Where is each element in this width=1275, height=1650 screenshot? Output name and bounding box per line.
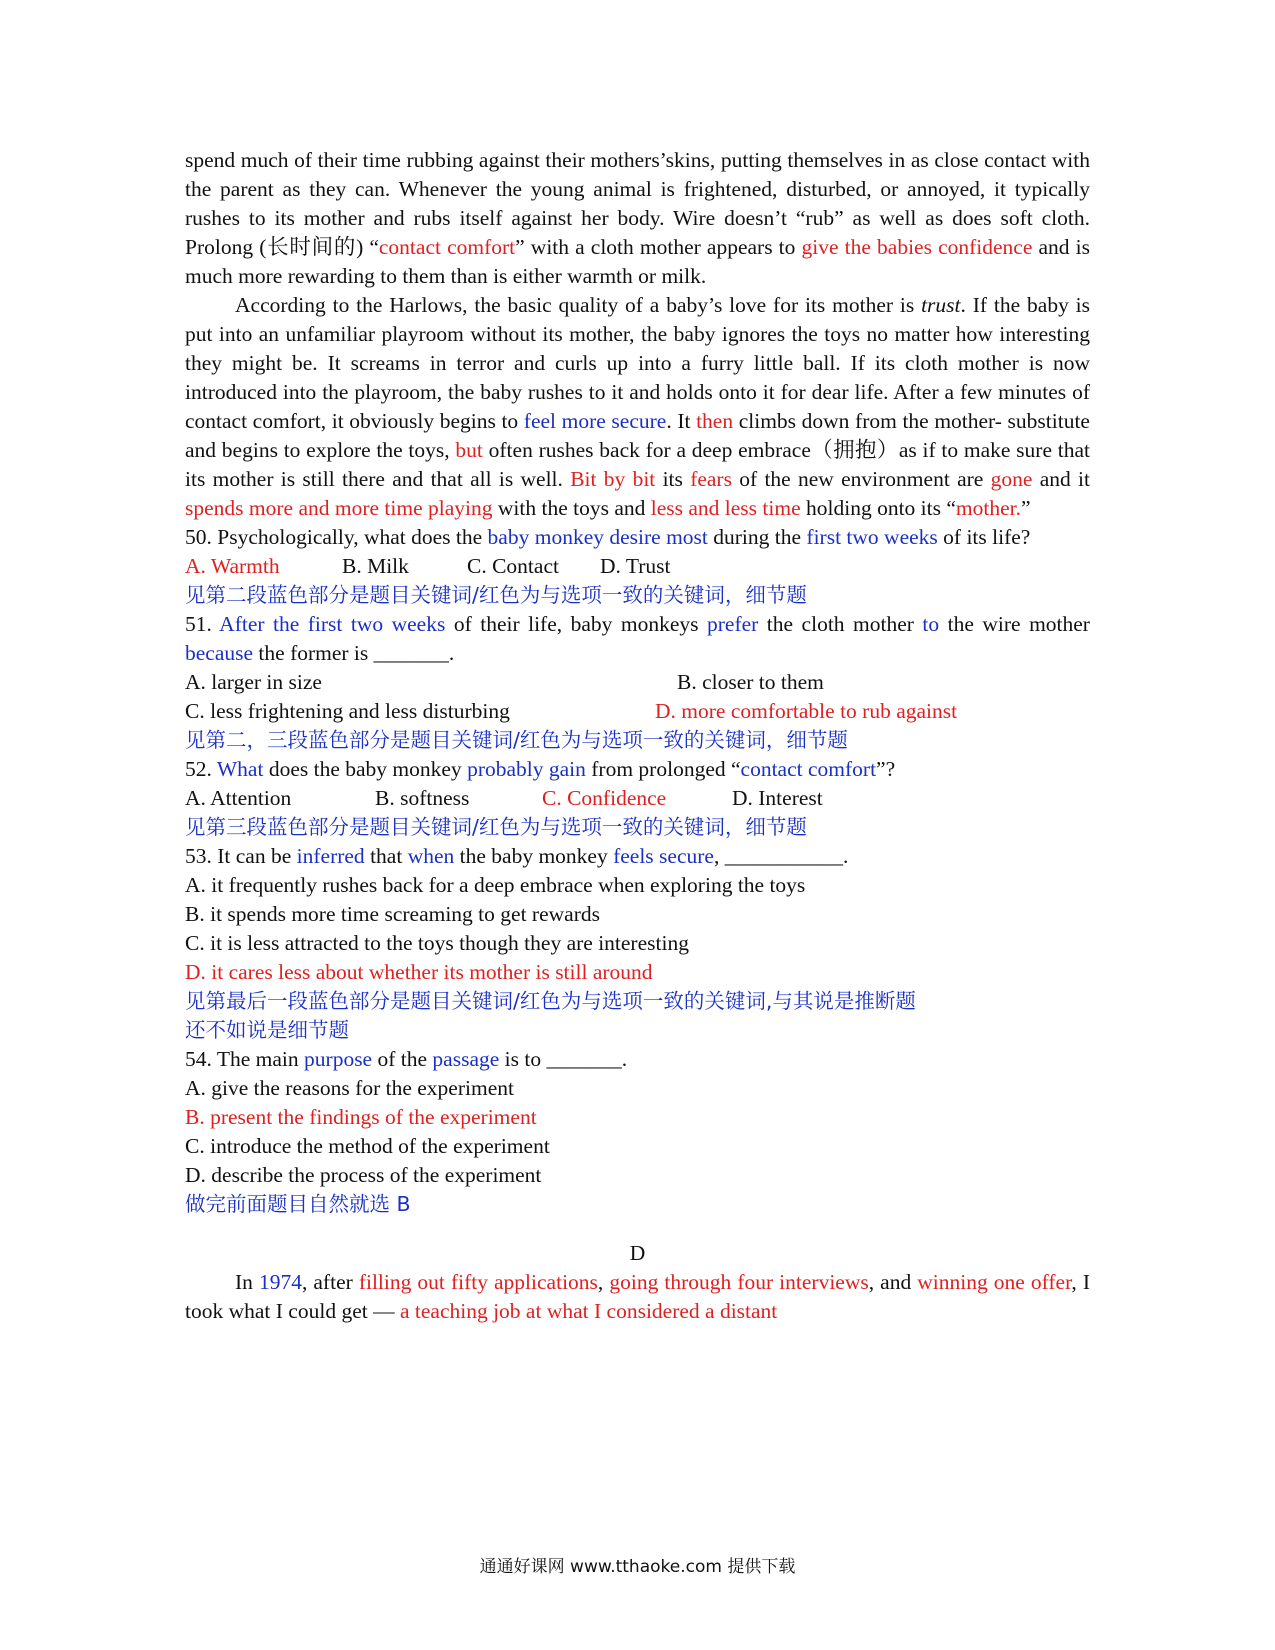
text-run: of the new environment are <box>731 467 991 491</box>
highlight-red: less and less time <box>650 496 801 520</box>
document-page <box>185 146 1090 1326</box>
option-c: C. less frightening and less disturbing <box>185 699 510 723</box>
text-run: . If the baby is put into an unfamiliar playroom without its mother, the baby ignores the toys no matter how interesting they might be. It screams in terror and curls up into a furry little ball. If its cloth mother is now introduced into the playroom, the baby rushes to it and holds onto it for dear life. After a few minutes of contact comfort, it obviously begins to <box>185 293 1091 433</box>
text-run: that <box>364 844 408 868</box>
text-run: from prolonged “ <box>585 757 741 781</box>
highlight-blue: prefer <box>707 612 759 636</box>
question-51 <box>185 610 1090 668</box>
text-run: 54. The main <box>185 1047 305 1071</box>
passage-paragraph-2 <box>185 291 1090 523</box>
text-run: ” with a cloth mother appears to <box>515 235 802 259</box>
text-run: and it <box>1032 467 1090 491</box>
text-run: and is much more rewarding to them than is either warmth or milk. <box>185 235 1091 288</box>
highlight-blue: feel more secure <box>523 409 667 433</box>
text-run: , <box>597 1270 610 1294</box>
option-b: B. softness <box>375 786 470 810</box>
question-51-options-2 <box>185 697 1090 726</box>
text-run: its <box>655 467 691 491</box>
text-run: of their life, baby monkeys <box>445 612 707 636</box>
highlight-blue: inferred <box>296 844 365 868</box>
text-run: , I took what I could get — <box>185 1270 1090 1323</box>
answer-note: 见第二，三段蓝色部分是题目关键词/红色为与选项一致的关键词，细节题 <box>185 728 848 752</box>
highlight-red: fears <box>690 467 732 491</box>
option-c: C. it is less attracted to the toys though they are interesting <box>185 931 689 955</box>
highlight-blue: After the first two weeks <box>219 612 446 636</box>
answer-note-continued: 还不如说是细节题 <box>185 1018 349 1042</box>
highlight-red: but <box>455 438 483 462</box>
text-run: the wire mother <box>939 612 1090 636</box>
option-d: D. Interest <box>732 786 823 810</box>
text-run: the former is _______. <box>253 641 455 665</box>
option-a: A. Attention <box>185 786 292 810</box>
text-run: ”? <box>876 757 896 781</box>
text-run: does the baby monkey <box>263 757 468 781</box>
italic-word: trust <box>921 293 961 317</box>
highlight-red: winning one offer <box>917 1270 1072 1294</box>
highlight-red: filling out fifty applications <box>358 1270 598 1294</box>
text-run: 50. Psychologically, what does the <box>185 525 488 549</box>
option-b: B. it spends more time screaming to get rewards <box>185 902 600 926</box>
text-run: of its life? <box>937 525 1031 549</box>
answer-note: 见第三段蓝色部分是题目关键词/红色为与选项一致的关键词，细节题 <box>185 815 807 839</box>
text-run: during the <box>707 525 807 549</box>
text-run: 51. <box>185 612 220 636</box>
highlight-red: then <box>696 409 734 433</box>
question-53 <box>185 842 1090 871</box>
answer-note: 做完前面题目自然就选 B <box>185 1192 411 1216</box>
answer-note: 见第二段蓝色部分是题目关键词/红色为与选项一致的关键词，细节题 <box>185 583 807 607</box>
highlight-blue: 1974 <box>258 1270 302 1294</box>
highlight-red: gone <box>990 467 1033 491</box>
text-run: the cloth mother <box>758 612 923 636</box>
question-50-options <box>185 552 1090 581</box>
option-b: B. present the findings of the experiment <box>185 1105 537 1129</box>
question-50 <box>185 523 1090 552</box>
text-run: According to the Harlows, the basic quality of a baby’s love for its mother is <box>235 293 922 317</box>
highlight-blue: What <box>216 757 264 781</box>
passage-d-paragraph-1 <box>185 1268 1090 1326</box>
highlight-blue: because <box>185 641 254 665</box>
option-c: C. introduce the method of the experiment <box>185 1134 550 1158</box>
highlight-red: spends more and more time playing <box>185 496 493 520</box>
text-run: ” <box>1021 496 1031 520</box>
option-a: A. it frequently rushes back for a deep embrace when exploring the toys <box>185 873 806 897</box>
passage-paragraph-1 <box>185 146 1090 291</box>
highlight-blue: feels secure <box>613 844 714 868</box>
highlight-blue: probably gain <box>467 757 586 781</box>
highlight-blue: purpose <box>304 1047 373 1071</box>
text-run: often rushes back for a deep embrace（拥抱）as if to make sure that its mother is still there and that all is well. <box>185 438 1090 491</box>
text-run: climbs down from the mother- substitute and begins to explore the toys, <box>185 409 1090 462</box>
highlight-red: a teaching job at what I considered a distant <box>399 1299 778 1323</box>
question-54 <box>185 1045 1090 1074</box>
text-run: 53. It can be <box>185 844 297 868</box>
highlight-red: going through four interviews <box>609 1270 869 1294</box>
highlight-red: contact comfort <box>378 235 516 259</box>
text-run: In <box>235 1270 259 1294</box>
text-run: the baby monkey <box>454 844 614 868</box>
text-run: , and <box>868 1270 918 1294</box>
highlight-blue: contact comfort <box>740 757 877 781</box>
highlight-red: Bit by bit <box>570 467 656 491</box>
question-52-options <box>185 784 1090 813</box>
question-51-options <box>185 668 1090 697</box>
option-b: B. Milk <box>342 554 409 578</box>
option-d: D. more comfortable to rub against <box>655 699 958 723</box>
text-run: with the toys and <box>492 496 651 520</box>
text-run: of the <box>372 1047 433 1071</box>
option-a: A. Warmth <box>185 554 280 578</box>
text-run: . It <box>666 409 697 433</box>
section-heading: D <box>629 1241 646 1265</box>
text-run: , after <box>301 1270 359 1294</box>
option-a: A. larger in size <box>185 670 322 694</box>
question-52 <box>185 755 1090 784</box>
answer-note: 见第最后一段蓝色部分是题目关键词/红色为与选项一致的关键词,与其说是推断题 <box>185 989 916 1013</box>
text-run: holding onto its “ <box>800 496 956 520</box>
text-run: spend much of their time rubbing against their mothers’skins, putting themselves in as close contact with the parent as they can. Whenever the young animal is frightened, disturbed, or annoyed, it typically rushes to its mother and rubs itself against her body. Wire doesn’t “rub” as well as does soft cloth. Prolong (长时间的) “ <box>185 148 1090 259</box>
text-run: is to _______. <box>499 1047 628 1071</box>
highlight-red: mother. <box>955 496 1022 520</box>
option-b: B. closer to them <box>677 670 824 694</box>
highlight-blue: to <box>922 612 940 636</box>
option-c: C. Confidence <box>542 786 667 810</box>
page-footer: 通通好课网 www.tthaoke.com 提供下载 <box>479 1557 796 1577</box>
option-c: C. Contact <box>467 554 559 578</box>
option-a: A. give the reasons for the experiment <box>185 1076 514 1100</box>
highlight-red: give the babies confidence <box>801 235 1033 259</box>
highlight-blue: baby monkey desire most <box>487 525 708 549</box>
option-d: D. Trust <box>600 554 671 578</box>
highlight-blue: passage <box>432 1047 500 1071</box>
highlight-blue: first two weeks <box>806 525 938 549</box>
text-run: 52. <box>185 757 217 781</box>
text-run: , ___________. <box>713 844 849 868</box>
highlight-blue: when <box>407 844 455 868</box>
option-d: D. describe the process of the experiment <box>185 1163 542 1187</box>
option-d: D. it cares less about whether its mother is still around <box>185 960 653 984</box>
